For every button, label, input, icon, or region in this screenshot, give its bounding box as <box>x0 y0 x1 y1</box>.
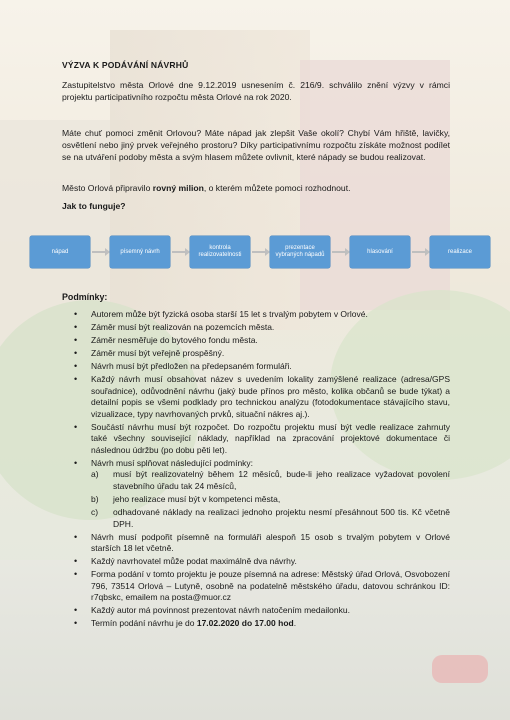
sub-list-item <box>91 507 450 530</box>
budget-amount: rovný milion <box>152 183 204 193</box>
list-item: • Záměr nesměřuje do bytového fondu města. <box>74 335 450 347</box>
deadline-date: 17.02.2020 do 17.00 hod <box>196 618 294 629</box>
budget-paragraph <box>62 182 450 194</box>
flow-arrow <box>412 251 426 253</box>
list-item: • Každý autor má povinnost prezentovat návrh natočením medailonku. <box>74 605 450 617</box>
sub-list-text: jeho realizace musí být v kompetenci města, <box>113 494 281 505</box>
sub-list-marker: a) <box>91 469 99 480</box>
how-it-works-heading: Jak to funguje? <box>62 201 126 211</box>
list-item: • Návrh musí podpořit písemně na formuláři alespoň 15 osob s trvalým pobytem v Orlové starších 18 let včetně. <box>74 532 450 555</box>
budget-text-before: Město Orlová připravilo <box>62 183 153 193</box>
flow-step-voting: hlasování <box>350 236 410 268</box>
sub-list-marker: c) <box>91 507 99 518</box>
list-item: • Každý návrh musí obsahovat název s uvedením lokality zamýšlené realizace (adresa/GPS souřadnice), odůvodnění návrhu (jaký bude přínos pro město, kolika občanů se bude týkat) a detailní popis se všemi podklady pro technickou analýzu (fotodokumentace stávajícího stavu, vizualizace, typy navrhovaných prvků, situační nákres aj.). <box>74 374 450 420</box>
list-item: • Každý navrhovatel může podat maximálně dva návrhy. <box>74 556 450 568</box>
conditions-heading: Podmínky: <box>62 292 108 302</box>
list-item: • Součástí návrhu musí být rozpočet. Do rozpočtu projektu musí být vedle realizace zahrnuty také všechny související náklady, například na zpracování projektové dokumentace či následnou údržbu (po dobu pěti let). <box>74 422 450 457</box>
list-item: • Záměr musí být veřejně prospěšný. <box>74 348 450 360</box>
list-item: • Návrh musí být předložen na předepsaném formuláři. <box>74 361 450 373</box>
document-title: VÝZVA K PODÁVÁNÍ NÁVRHŮ <box>62 60 189 70</box>
flow-arrow <box>332 251 346 253</box>
budget-text-after: , o kterém můžete pomoci rozhodnout. <box>203 183 351 193</box>
flow-arrow <box>252 251 266 253</box>
intro-paragraph: Zastupitelstvo města Orlové dne 9.12.2019 usnesením č. 216/9. schválilo znění výzvy v rámci projektu participativního rozpočtu města Orlové na rok 2020. <box>62 80 450 103</box>
list-item: • Záměr musí být realizován na pozemcích města. <box>74 322 450 334</box>
list-item: • Forma podání v tomto projektu je pouze písemná na adrese: Městský úřad Orlová, Osvobození 796, 73514 Orlová – Lutyně, osobně na podatelně městského úřadu, datovou schránkou ID: r7qbskc, emailem na posta@muor.cz <box>74 569 450 604</box>
conditions-list <box>74 309 450 631</box>
flow-step-idea: nápad <box>30 236 90 268</box>
question-paragraph: Máte chuť pomoci změnit Orlovou? Máte nápad jak zlepšit Vaše okolí? Chybí Vám hřiště, lavičky, osvětlení nebo jiný prvek veřejného prostoru? Díky participativnímu rozpočtu získáte možnost podílet se na utváření podoby města a svým hlasem můžete ovlivnit, které nápady se budou realizovat. <box>62 128 450 163</box>
deadline-text-before: Termín podání návrhu je do <box>91 618 197 629</box>
sub-list-text: musí být realizovatelný během 12 měsíců, bude-li jeho realizace vyžadovat povolení stavebního úřadu tak 24 měsíců, <box>113 469 450 492</box>
flow-arrow <box>92 251 106 253</box>
flow-step-written-proposal: písemný návrh <box>110 236 170 268</box>
process-flow <box>30 236 485 274</box>
sub-list-item <box>91 494 450 506</box>
flow-step-presentation: prezentace vybraných nápadů <box>270 236 330 268</box>
list-item: • Autorem může být fyzická osoba starší 15 let s trvalým pobytem v Orlové. <box>74 309 450 321</box>
list-item-text: Návrh musí splňovat následující podmínky: <box>91 457 254 468</box>
sub-conditions-list <box>91 469 450 530</box>
list-item <box>74 458 450 530</box>
sub-list-marker: b) <box>91 494 99 505</box>
flow-step-realization: realizace <box>430 236 490 268</box>
list-item-deadline <box>74 618 450 630</box>
flow-arrow <box>172 251 186 253</box>
deadline-text-after: . <box>293 618 297 629</box>
sub-list-text: odhadované náklady na realizaci jednoho projektu nesmí přesáhnout 500 tis. Kč včetně DPH. <box>113 507 450 529</box>
sub-list-item <box>91 469 450 492</box>
flow-step-feasibility-check: kontrola realizovatelnosti <box>190 236 250 268</box>
